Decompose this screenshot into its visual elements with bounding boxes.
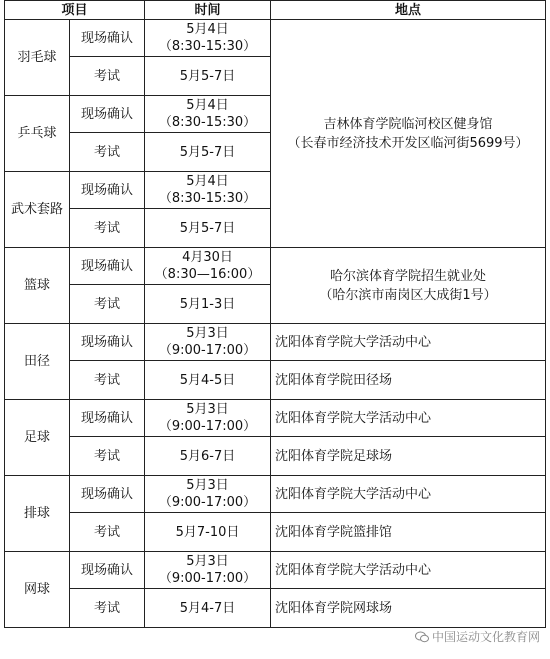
table-row [5, 20, 546, 57]
place-cell: 沈阳体育学院大学活动中心 [271, 324, 546, 361]
time-cell: 5月4日 （8:30-15:30） [145, 20, 271, 57]
table-row [5, 324, 546, 361]
sport-name: 足球 [5, 400, 70, 476]
time-cell: 5月6-7日 [145, 437, 271, 476]
place-cell: 沈阳体育学院足球场 [271, 437, 546, 476]
time-cell: 5月5-7日 [145, 57, 271, 96]
time-cell: 5月5-7日 [145, 133, 271, 172]
stage-label: 现场确认 [70, 172, 145, 209]
stage-label: 考试 [70, 437, 145, 476]
stage-label: 现场确认 [70, 96, 145, 133]
stage-label: 考试 [70, 133, 145, 172]
table-row [5, 513, 546, 552]
place-cell: 沈阳体育学院大学活动中心 [271, 552, 546, 589]
sport-name: 篮球 [5, 248, 70, 324]
stage-label: 现场确认 [70, 400, 145, 437]
header-project: 项目 [5, 1, 145, 20]
stage-label: 现场确认 [70, 248, 145, 285]
stage-label: 考试 [70, 57, 145, 96]
stage-label: 现场确认 [70, 552, 145, 589]
time-cell: 5月4-7日 [145, 589, 271, 628]
schedule-table [4, 0, 546, 628]
time-cell: 5月5-7日 [145, 209, 271, 248]
table-row [5, 476, 546, 513]
stage-label: 现场确认 [70, 476, 145, 513]
sport-name: 武术套路 [5, 172, 70, 248]
place-cell: 沈阳体育学院大学活动中心 [271, 476, 546, 513]
sport-name: 乒乓球 [5, 96, 70, 172]
header-place: 地点 [271, 1, 546, 20]
place-cell: 沈阳体育学院网球场 [271, 589, 546, 628]
sport-name: 田径 [5, 324, 70, 400]
stage-label: 考试 [70, 361, 145, 400]
wechat-icon [415, 631, 429, 643]
merged-place-jilin: 吉林体育学院临河校区健身馆 （长春市经济技术开发区临河街5699号） [271, 20, 546, 248]
stage-label: 现场确认 [70, 20, 145, 57]
watermark-text: 中国运动文化教育网 [431, 630, 540, 644]
stage-label: 考试 [70, 209, 145, 248]
time-cell: 5月1-3日 [145, 285, 271, 324]
sport-name: 羽毛球 [5, 20, 70, 96]
stage-label: 现场确认 [70, 324, 145, 361]
time-cell: 5月7-10日 [145, 513, 271, 552]
table-row [5, 589, 546, 628]
table-row [5, 400, 546, 437]
table-row [5, 248, 546, 285]
place-cell: 沈阳体育学院篮排馆 [271, 513, 546, 552]
sport-name: 网球 [5, 552, 70, 628]
stage-label: 考试 [70, 513, 145, 552]
table-header-row [5, 1, 546, 20]
table-row [5, 361, 546, 400]
time-cell: 5月4日 （8:30-15:30） [145, 96, 271, 133]
time-cell: 5月3日 （9:00-17:00） [145, 552, 271, 589]
time-cell: 4月30日 （8:30—16:00） [145, 248, 271, 285]
header-time: 时间 [145, 1, 271, 20]
time-cell: 5月3日 （9:00-17:00） [145, 324, 271, 361]
watermark [413, 628, 542, 645]
stage-label: 考试 [70, 285, 145, 324]
merged-place-harbin: 哈尔滨体育学院招生就业处 （哈尔滨市南岗区大成街1号） [271, 248, 546, 324]
time-cell: 5月4-5日 [145, 361, 271, 400]
place-cell: 沈阳体育学院田径场 [271, 361, 546, 400]
stage-label: 考试 [70, 589, 145, 628]
table-row [5, 552, 546, 589]
time-cell: 5月3日 （9:00-17:00） [145, 400, 271, 437]
place-cell: 沈阳体育学院大学活动中心 [271, 400, 546, 437]
table-row [5, 437, 546, 476]
time-cell: 5月4日 （8:30-15:30） [145, 172, 271, 209]
time-cell: 5月3日 （9:00-17:00） [145, 476, 271, 513]
sport-name: 排球 [5, 476, 70, 552]
